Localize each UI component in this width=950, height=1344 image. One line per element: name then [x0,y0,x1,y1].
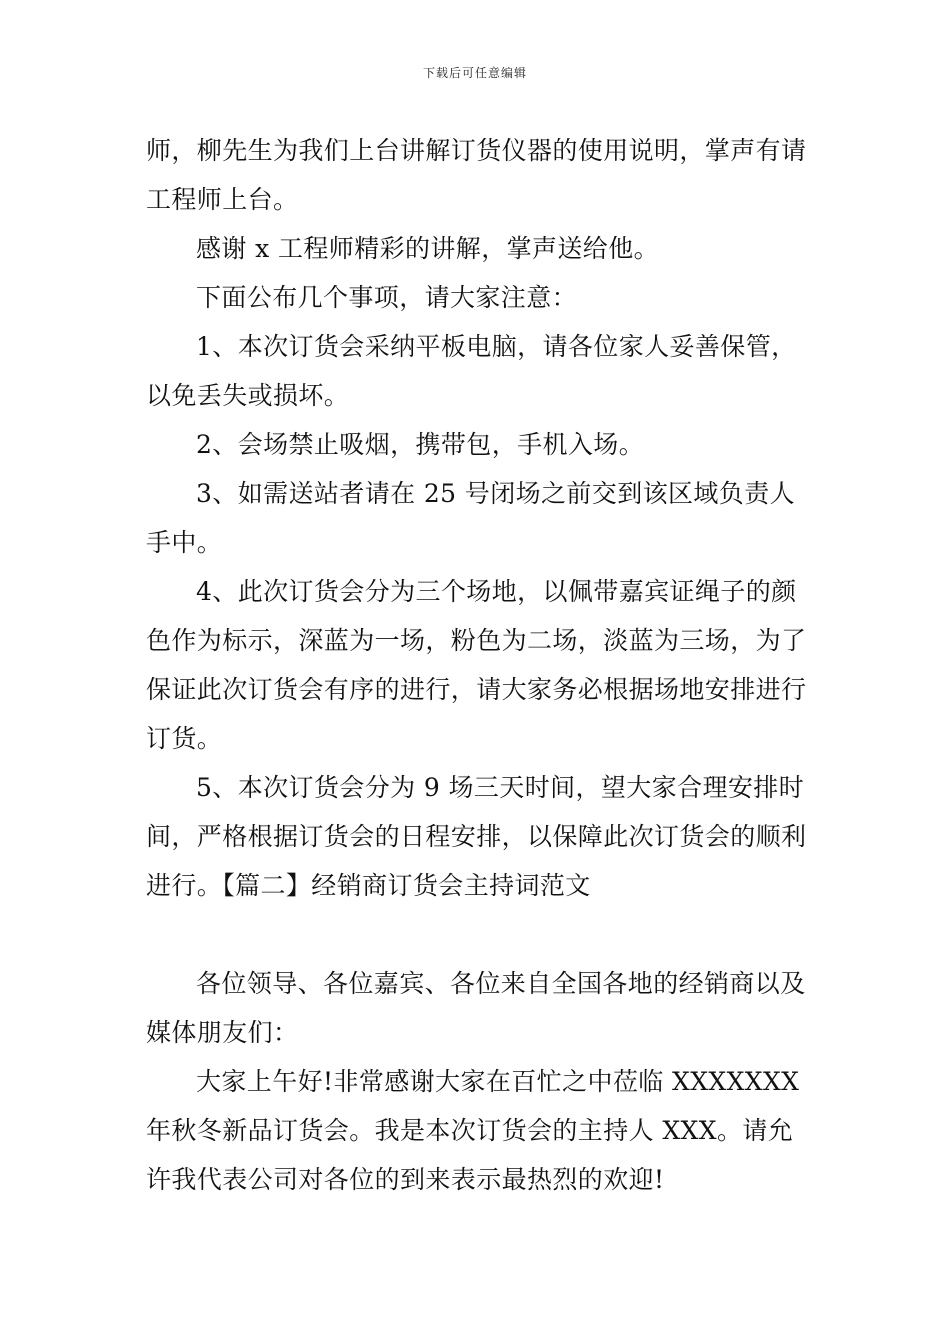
paragraph-item-4: 4、此次订货会分为三个场地，以佩带嘉宾证绳子的颜色作为标示，深蓝为一场，粉色为二场，淡蓝为三场，为了保证此次订货会有序的进行，请大家务必根据场地安排进行订货。 [146,577,807,753]
paragraph-welcome: 大家上午好!非常感谢大家在百忙之中莅临 XXXXXXX 年秋冬新品订货会。我是本次订货会的主持人 XXX。请允许我代表公司对各位的到来表示最热烈的欢迎! [146,1067,800,1194]
paragraph-greeting: 各位领导、各位嘉宾、各位来自全国各地的经销商以及媒体朋友们： [146,969,806,1047]
paragraph-gap [146,910,808,959]
paragraph-item-2: 2、会场禁止吸烟，携带包，手机入场。 [196,430,645,459]
document-body [146,126,808,1204]
paragraph-item-1: 1、本次订货会采纳平板电脑，请各位家人妥善保管，以免丢失或损坏。 [146,332,797,410]
paragraph-item-5: 5、本次订货会分为 9 场三天时间，望大家合理安排时间，严格根据订货会的日程安排，以保障此次订货会的顺利进行。【篇二】经销商订货会主持词范文 [146,773,807,900]
paragraph-announcement-intro: 下面公布几个事项，请大家注意： [196,283,578,312]
page-header-note: 下载后可任意编辑 [422,66,527,80]
paragraph-continuation: 师，柳先生为我们上台讲解订货仪器的使用说明，掌声有请工程师上台。 [146,136,807,214]
paragraph-thanks: 感谢 x 工程师精彩的讲解，掌声送给他。 [196,234,659,263]
paragraph-item-3: 3、如需送站者请在 25 号闭场之前交到该区域负责人手中。 [146,479,796,557]
